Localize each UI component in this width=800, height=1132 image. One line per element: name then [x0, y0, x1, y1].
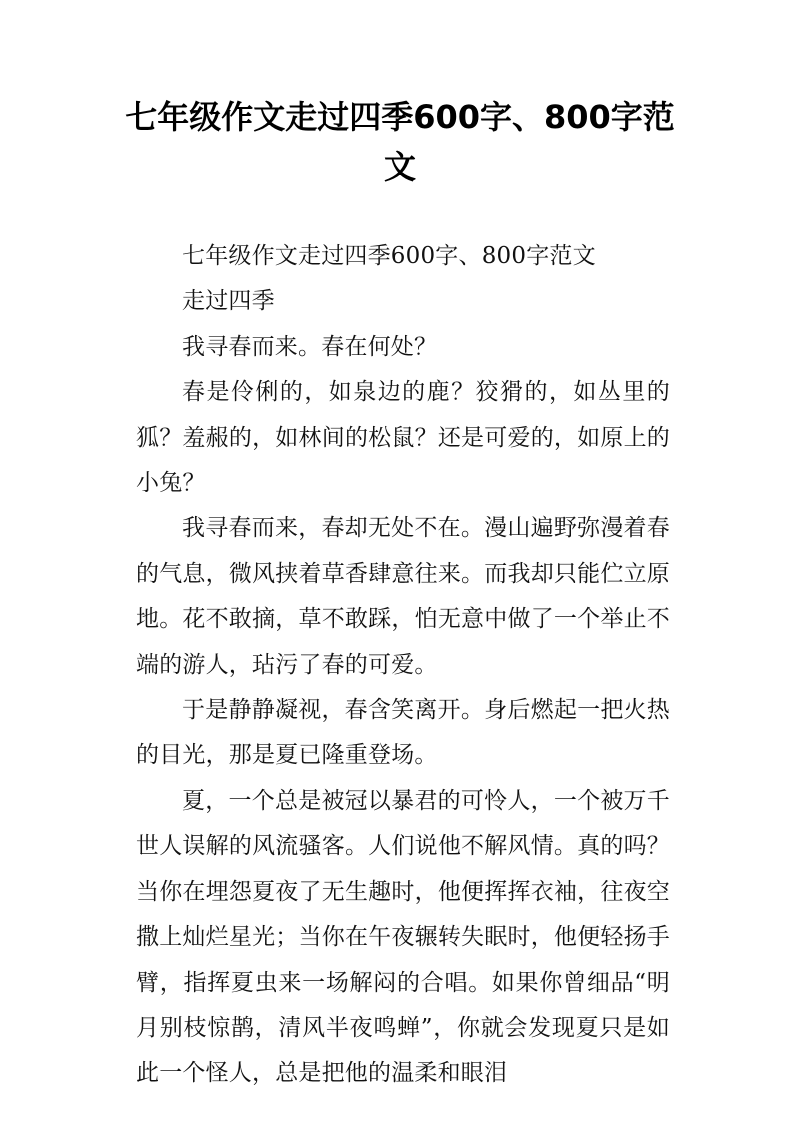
document-body: [136, 234, 670, 1097]
paragraph: 我寻春而来。春在何处？: [182, 333, 438, 360]
paragraph: 于是静静凝视，春含笑离开。身后燃起一把火热的目光，那是夏已隆重登场。: [136, 697, 670, 769]
paragraph: 春是伶俐的，如泉边的鹿？狡猾的，如丛里的狐？羞赧的，如林间的松鼠？还是可爱的，如原上的小兔？: [136, 379, 670, 497]
paragraph: 夏，一个总是被冠以暴君的可怜人，一个被万千世人误解的风流骚客。人们说他不解风情。真的吗？当你在埋怨夏夜了无生趣时，他便挥挥衣袖，往夜空撒上灿烂星光；当你在午夜辗转失眠时，他便轻扬手臂，指挥夏虫来一场解闷的合唱。如果你曾细品“明月别枝惊鹊，清风半夜鸣蝉”，你就会发现夏只是如此一个怪人，总是把他的温柔和眼泪: [136, 787, 670, 1087]
paragraph-heading-repeat: 七年级作文走过四季600字、800字范文: [182, 243, 596, 269]
paragraph: 我寻春而来，春却无处不在。漫山遍野弥漫着春的气息，微风挟着草香肆意往来。而我却只能伫立原地。花不敢摘，草不敢踩，怕无意中做了一个举止不端的游人，玷污了春的可爱。: [136, 515, 670, 678]
document-title: 七年级作文走过四季600字、800字范文: [125, 98, 675, 186]
paragraph-essay-title: 走过四季: [182, 288, 275, 315]
